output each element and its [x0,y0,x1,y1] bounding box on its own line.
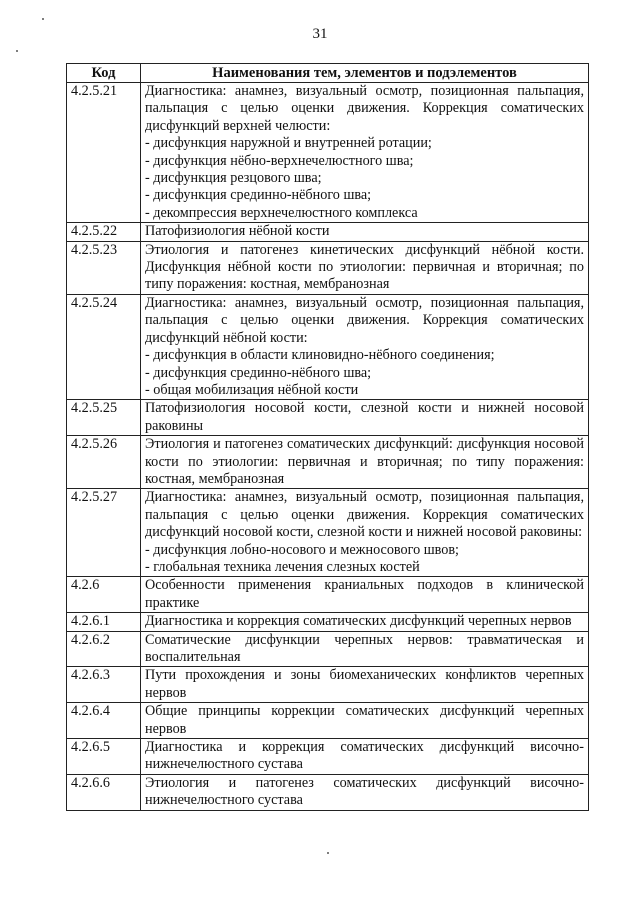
topic-text: Диагностика и коррекция соматических дисфункций височно-нижнечелюстного сустава [145,739,584,773]
topic-list-item: - дисфункция в области клиновидно-нёбного соединения; [145,347,495,364]
topic-list-item: - дисфункция наружной и внутренней ротации; [145,135,432,152]
table-body [67,83,589,811]
topic-code: 4.2.5.22 [67,223,141,241]
scan-speck [327,852,329,854]
topic-list-item: - глобальная техника лечения слезных костей [145,558,420,575]
topic-description [141,774,589,810]
topic-text: Этиология и патогенез соматических дисфункций височно-нижнечелюстного сустава [145,774,584,809]
topic-list-item: - дисфункция срединно-нёбного шва; [145,364,372,381]
table-row [67,489,589,577]
topic-list-item: - дисфункция лобно-носового и межносового швов; [145,541,459,558]
topic-text: Общие принципы коррекции соматических дисфункций черепных нервов [145,703,584,737]
name-column-header: Наименования тем, элементов и подэлементов [141,64,589,83]
topic-code: 4.2.6.2 [67,631,141,667]
topic-description [141,294,589,399]
topic-code: 4.2.5.23 [67,241,141,294]
topic-code: 4.2.6.6 [67,774,141,810]
topic-description [141,613,589,631]
topic-description [141,703,589,739]
topic-text: Патофизиология нёбной кости [145,223,330,240]
topic-text: Диагностика и коррекция соматических дисфункций черепных нервов [145,613,572,630]
scan-speck [42,18,44,20]
table-row [67,577,589,613]
topic-description [141,241,589,294]
topic-code: 4.2.5.26 [67,436,141,489]
topic-list-item: - дисфункция нёбно-верхнечелюстного шва; [145,152,414,169]
topics-table [66,63,589,811]
topic-description [141,667,589,703]
topic-text: Патофизиология носовой кости, слезной кости и нижней носовой раковины [145,400,584,434]
topic-description [141,223,589,241]
topic-text: Диагностика: анамнез, визуальный осмотр, позиционная пальпация, пальпация с целью оценки движения. Коррекция соматических дисфункций нёбной кости: [145,294,584,346]
topic-description [141,400,589,436]
topic-list-item: - декомпрессия верхнечелюстного комплекса [145,204,418,221]
table-row [67,667,589,703]
code-column-header: Код [67,64,141,83]
table-row [67,631,589,667]
topic-code: 4.2.6.5 [67,739,141,775]
topic-description [141,631,589,667]
topic-list-item: - дисфункция резцового шва; [145,170,322,187]
table-row [67,223,589,241]
table-row [67,241,589,294]
topic-list-item: - дисфункция срединно-нёбного шва; [145,187,372,204]
topic-text: Этиология и патогенез кинетических дисфункций нёбной кости. Дисфункция нёбной кости по этиологии: первичная и вторичная; по типу поражения: костная, мембранозная [145,241,584,293]
table-row [67,774,589,810]
topic-text: Этиология и патогенез соматических дисфункций: дисфункция носовой кости по этиологии: первичная и вторичная; по типу поражения: костная, мембранозная [145,436,584,487]
topic-list-item: - общая мобилизация нёбной кости [145,381,359,398]
table-header-row [67,64,589,83]
table-row [67,739,589,775]
topic-text: Диагностика: анамнез, визуальный осмотр, позиционная пальпация, пальпация с целью оценки движения. Коррекция соматических дисфункций верхней челюсти: [145,83,584,134]
table-row [67,294,589,399]
topic-description [141,83,589,223]
topic-code: 4.2.5.21 [67,83,141,223]
topic-code: 4.2.6.4 [67,703,141,739]
table-row [67,400,589,436]
table-row [67,613,589,631]
topic-code: 4.2.6.3 [67,667,141,703]
topic-code: 4.2.6.1 [67,613,141,631]
page-number: 31 [312,26,328,42]
topic-text: Диагностика: анамнез, визуальный осмотр, позиционная пальпация, пальпация с целью оценки движения. Коррекция соматических дисфункций носовой кости, слезной кости и нижней носовой раковины: [145,489,584,541]
topic-code: 4.2.6 [67,577,141,613]
topic-description [141,436,589,489]
topic-text: Соматические дисфункции черепных нервов: травматическая и воспалительная [145,631,584,665]
table-row [67,83,589,223]
topic-description [141,489,589,577]
topic-text: Пути прохождения и зоны биомеханических конфликтов черепных нервов [145,667,584,701]
scan-speck [16,50,18,52]
topic-description [141,739,589,775]
table-row [67,436,589,489]
table-row [67,703,589,739]
topic-code: 4.2.5.25 [67,400,141,436]
topic-code: 4.2.5.27 [67,489,141,577]
topic-code: 4.2.5.24 [67,294,141,399]
topic-description [141,577,589,613]
topic-text: Особенности применения краниальных подходов в клинической практике [145,577,584,611]
